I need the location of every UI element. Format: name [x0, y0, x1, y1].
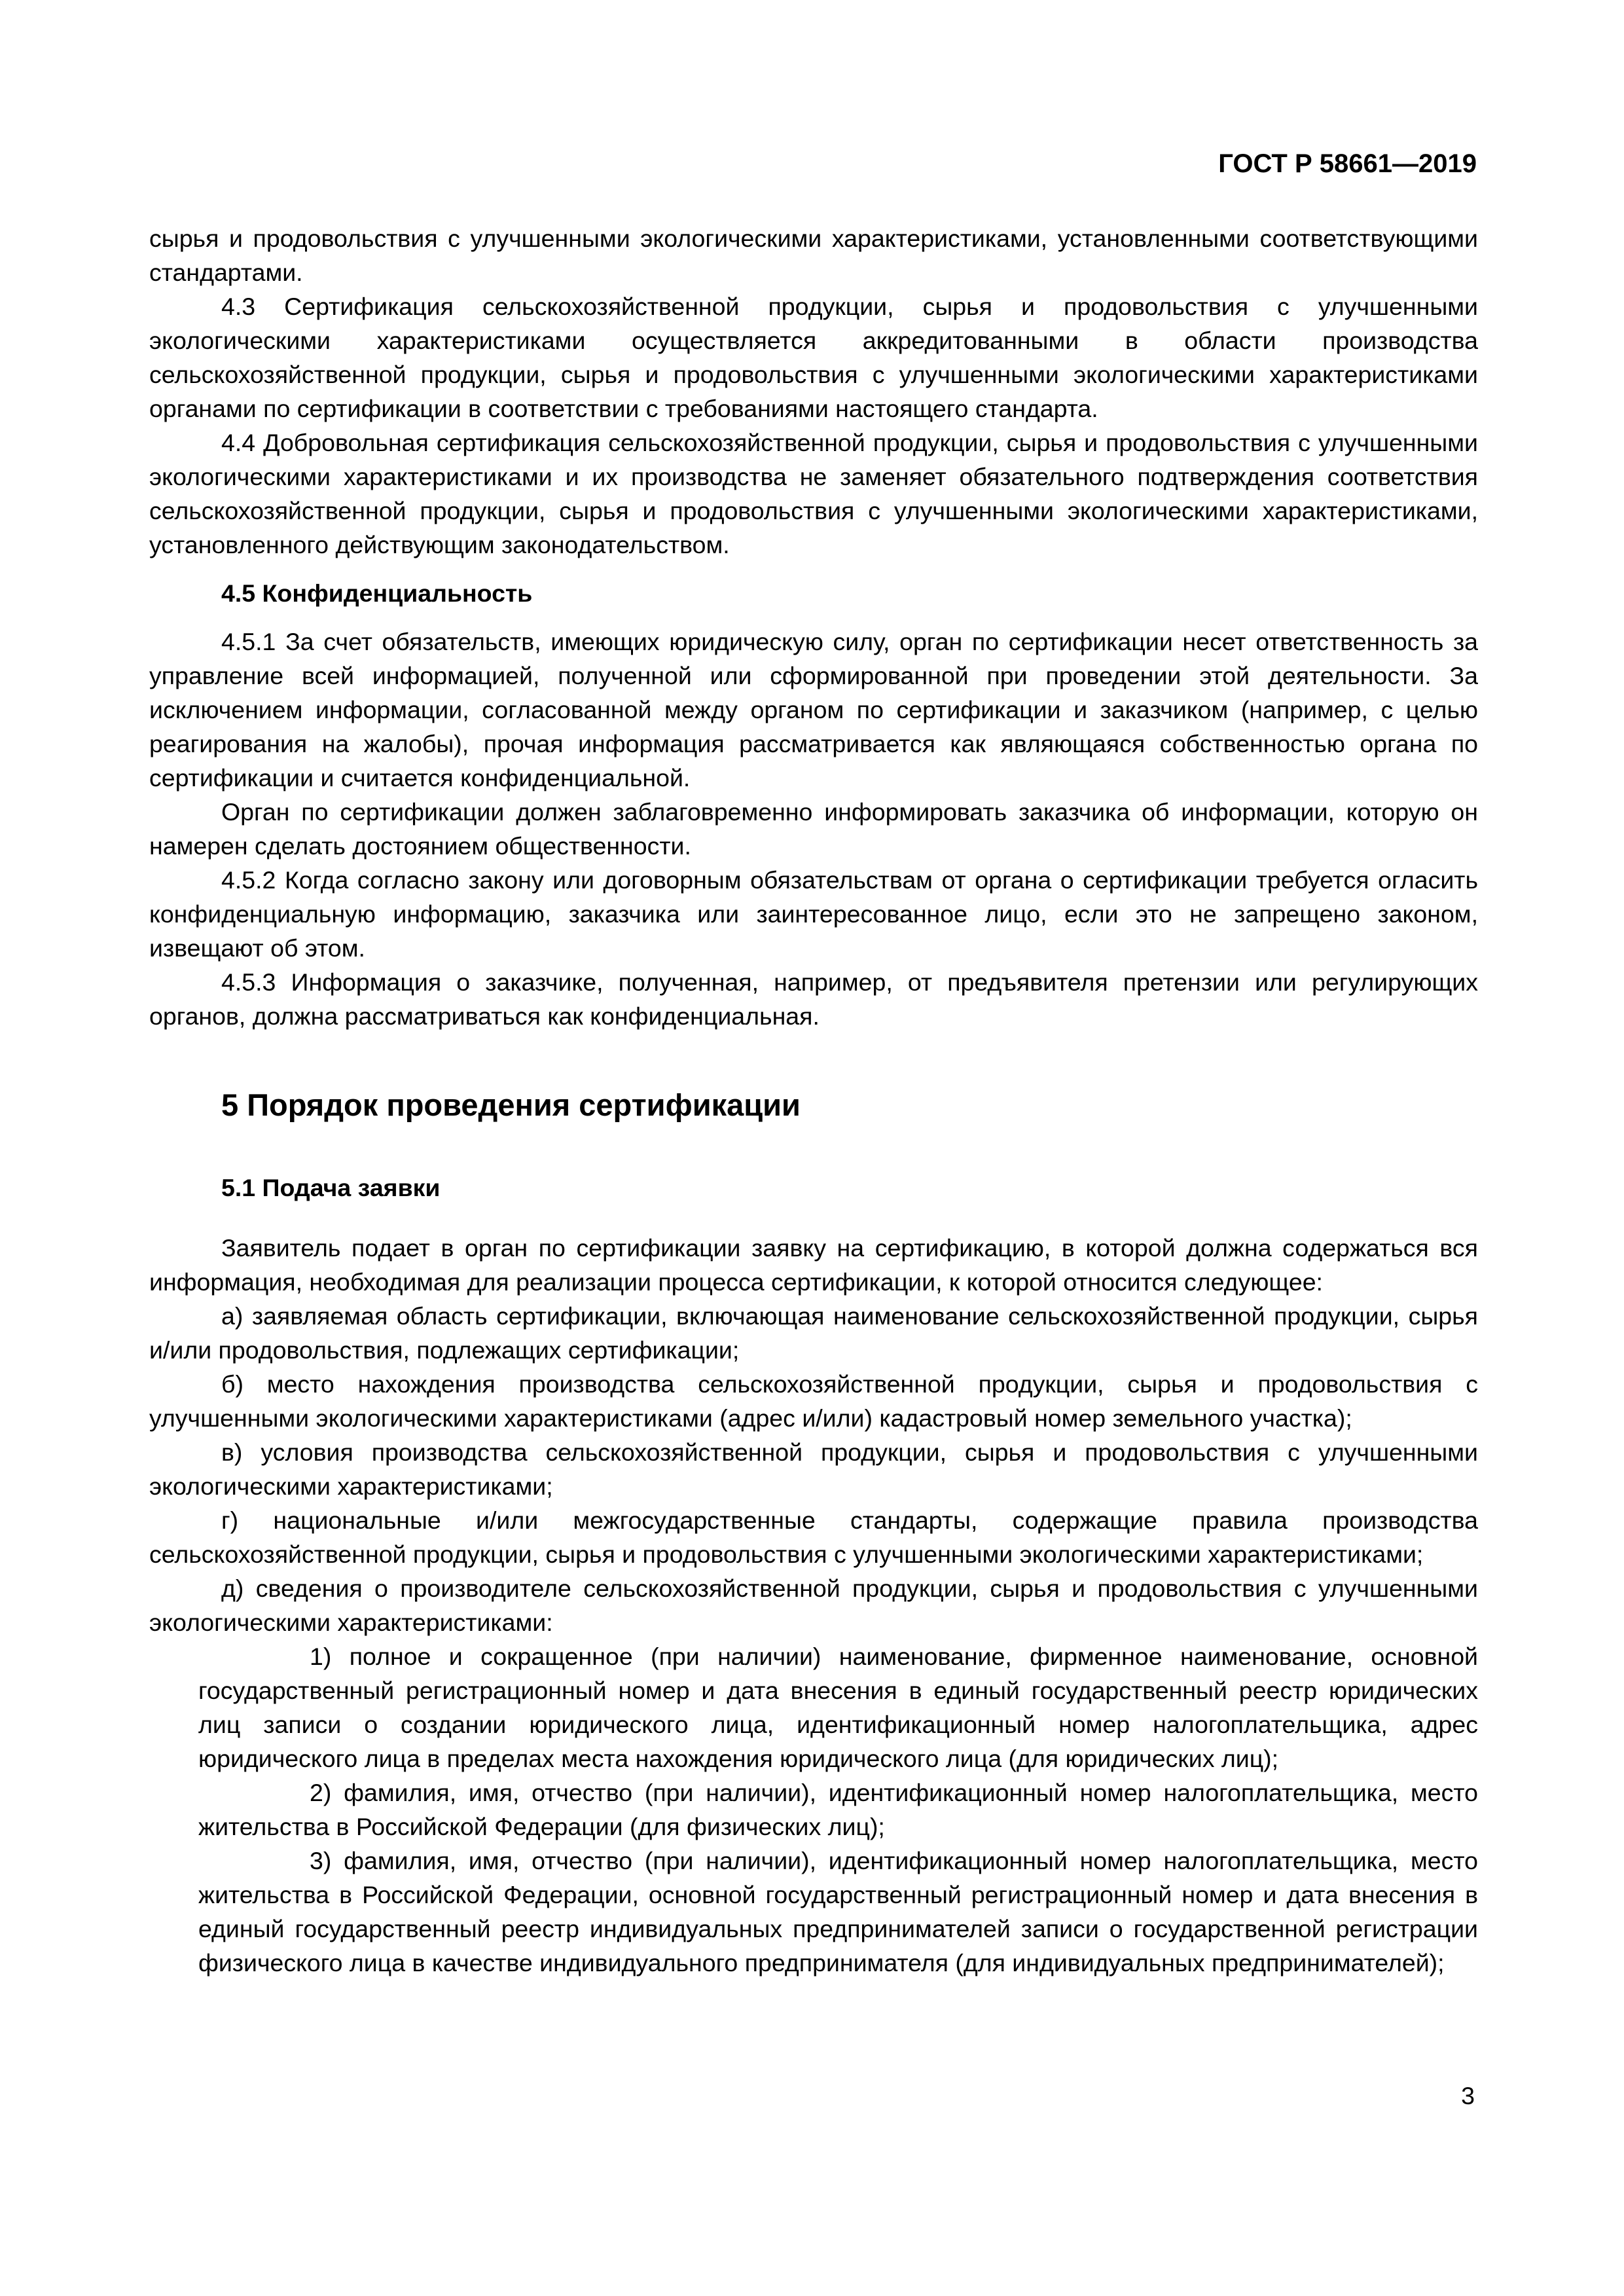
page-number: 3 — [1461, 2082, 1475, 2109]
paragraph-5-1-intro: Заявитель подает в орган по сертификации заявку на сертификацию, в которой должна содержаться вся информация, необходимая для реализации процесса сертификации, к которой относится следующее: — [149, 1234, 1478, 1296]
standard-code: ГОСТ Р 58661—2019 — [1218, 149, 1477, 178]
list-item-a: а) заявляемая область сертификации, включающая наименование сельскохозяйственной продукции, сырья и/или продовольствия, подлежащих сертификации; — [149, 1302, 1478, 1364]
sub-item-2: 2) фамилия, имя, отчество (при наличии), идентификационный номер налогоплательщика, место жительства в Российской Федерации (для физических лиц); — [198, 1779, 1478, 1840]
paragraph-4-4: 4.4 Добровольная сертификация сельскохозяйственной продукции, сырья и продовольствия с улучшенными экологическими характеристиками и их производства не заменяет обязательного подтверждения соответствия сельскохозяйственной продукции, сырья и продовольствия с улучшенными экологическими характеристиками, установленного действующим законодательством. — [149, 429, 1478, 558]
paragraph-4-5-3: 4.5.3 Информация о заказчике, полученная, например, от предъявителя претензии или регулирующих органов, должна рассматриваться как конфиденциальная. — [149, 968, 1478, 1030]
sub-item-1: 1) полное и сокращенное (при наличии) наименование, фирменное наименование, основной государственный регистрационный номер и дата внесения в единый государственный реестр юридических лиц записи о создании юридического лица, идентификационный номер налогоплательщика, адрес юридического лица в пределах места нахождения юридического лица (для юридических лиц); — [198, 1643, 1478, 1772]
list-item-d: д) сведения о производителе сельскохозяйственной продукции, сырья и продовольствия с улучшенными экологическими характеристиками: — [149, 1575, 1478, 1636]
list-item-g: г) национальные и/или межгосударственные стандарты, содержащие правила производства сельскохозяйственной продукции, сырья и продовольствия с улучшенными экологическими характеристиками; — [149, 1506, 1478, 1568]
sub-item-3: 3) фамилия, имя, отчество (при наличии), идентификационный номер налогоплательщика, место жительства в Российской Федерации, основной государственный регистрационный номер и дата внесения в единый государственный реестр индивидуальных предпринимателей записи о государственной регистрации физического лица в качестве индивидуального предпринимателя (для индивидуальных предпринимателей); — [198, 1847, 1478, 1977]
list-item-v: в) условия производства сельскохозяйственной продукции, сырья и продовольствия с улучшенными экологическими характеристиками; — [149, 1438, 1478, 1500]
section-5-heading: 5 Порядок проведения сертификации — [221, 1087, 801, 1122]
paragraph-4-5-1: 4.5.1 За счет обязательств, имеющих юридическую силу, орган по сертификации несет ответственность за управление всей информацией, полученной или сформированной при проведении этой деятельности. За исключением информации, согласованной между органом по сертификации и заказчиком (например, с целью реагирования на жалобы), прочая информация рассматривается как являющаяся собственностью органа по сертификации и считается конфиденциальной. — [149, 628, 1478, 792]
paragraph-4-3: 4.3 Сертификация сельскохозяйственной продукции, сырья и продовольствия с улучшенными экологическими характеристиками осуществляется аккредитованными в области производства сельскохозяйственной продукции, сырья и продовольствия с улучшенными экологическими характеристиками органами по сертификации в соответствии с требованиями настоящего стандарта. — [149, 293, 1478, 422]
paragraph-continuation: сырья и продовольствия с улучшенными экологическими характеристиками, установленными соответствующими стандартами. — [149, 225, 1478, 286]
section-4-5-heading: 4.5 Конфиденциальность — [221, 579, 533, 607]
section-5-1-heading: 5.1 Подача заявки — [221, 1174, 441, 1201]
list-item-b: б) место нахождения производства сельскохозяйственной продукции, сырья и продовольствия с улучшенными экологическими характеристиками (адрес и/или) кадастровый номер земельного участка); — [149, 1370, 1478, 1432]
paragraph-4-5-2: 4.5.2 Когда согласно закону или договорным обязательствам от органа о сертификации требуется огласить конфиденциальную информацию, заказчика или заинтересованное лицо, если это не запрещено законом, извещают об этом. — [149, 866, 1478, 962]
document-body — [149, 221, 1478, 1980]
paragraph-4-5-1-note: Орган по сертификации должен заблаговременно информировать заказчика об информации, которую он намерен сделать достоянием общественности. — [149, 798, 1478, 860]
